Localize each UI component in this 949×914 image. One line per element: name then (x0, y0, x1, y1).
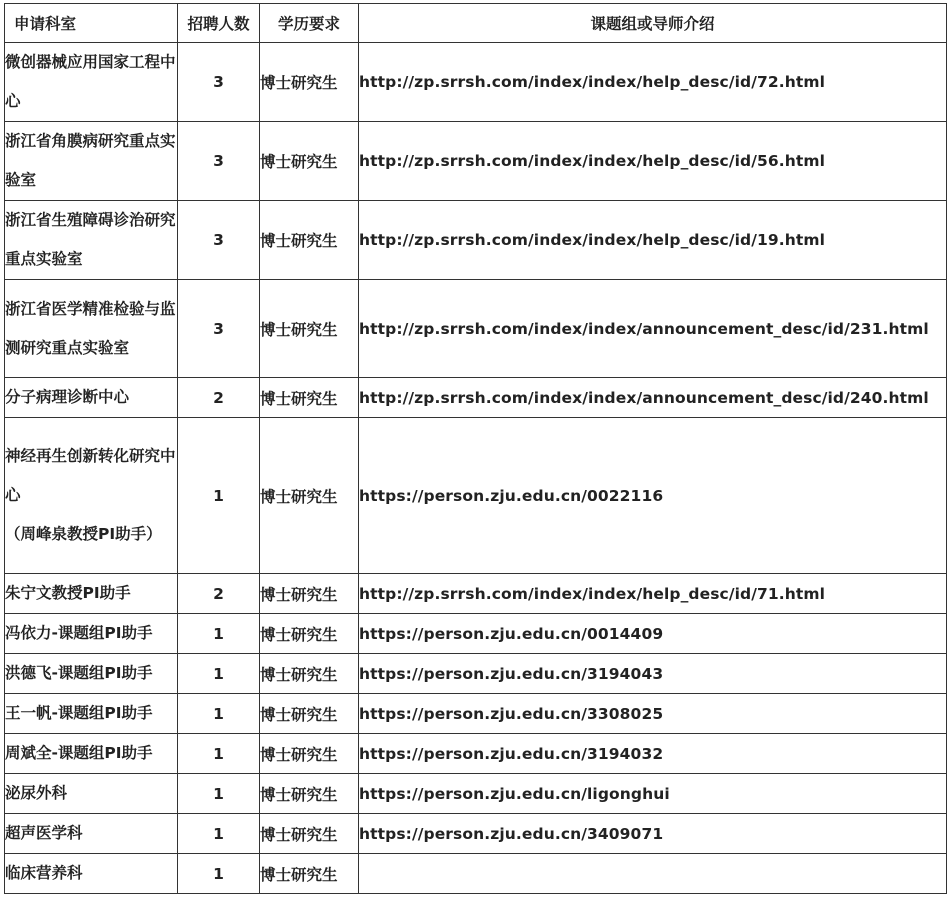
count-cell: 2 (178, 378, 260, 418)
dept-name: 周斌全-课题组PI助手 (5, 744, 153, 762)
table-row (5, 774, 947, 814)
intro-cell (359, 614, 947, 654)
dept-cell (5, 854, 178, 894)
intro-link[interactable]: https://person.zju.edu.cn/3308025 (359, 704, 664, 723)
intro-cell (359, 378, 947, 418)
intro-link[interactable]: https://person.zju.edu.cn/3194032 (359, 744, 664, 763)
dept-cell (5, 43, 178, 122)
count-cell: 3 (178, 201, 260, 280)
table-row (5, 654, 947, 694)
table-row (5, 574, 947, 614)
dept-name: 浙江省角膜病研究重点实验室 (5, 132, 176, 189)
header-dept: 申请科室 (5, 4, 178, 43)
dept-cell (5, 574, 178, 614)
edu-cell: 博士研究生 (260, 574, 359, 614)
edu-cell: 博士研究生 (260, 201, 359, 280)
table-header-row (5, 4, 947, 43)
table-row (5, 854, 947, 894)
edu-cell: 博士研究生 (260, 774, 359, 814)
recruitment-table (4, 3, 947, 894)
intro-link[interactable]: https://person.zju.edu.cn/ligonghui (359, 784, 670, 803)
edu-cell: 博士研究生 (260, 854, 359, 894)
table-row (5, 122, 947, 201)
table-row (5, 43, 947, 122)
dept-cell (5, 378, 178, 418)
count-cell: 1 (178, 654, 260, 694)
count-cell: 3 (178, 280, 260, 378)
intro-cell (359, 854, 947, 894)
dept-note: （周峰泉教授PI助手） (5, 525, 162, 543)
count-cell: 1 (178, 418, 260, 574)
dept-name: 冯依力-课题组PI助手 (5, 624, 153, 642)
intro-link[interactable]: http://zp.srrsh.com/index/index/help_desc/id/72.html (359, 73, 826, 91)
intro-link[interactable]: http://zp.srrsh.com/index/index/help_desc/id/56.html (359, 152, 826, 170)
dept-cell (5, 654, 178, 694)
intro-cell (359, 201, 947, 280)
intro-cell (359, 694, 947, 734)
dept-name: 神经再生创新转化研究中心 (5, 447, 176, 504)
dept-name: 超声医学科 (5, 824, 83, 842)
intro-cell (359, 814, 947, 854)
dept-name: 王一帆-课题组PI助手 (5, 704, 153, 722)
count-cell: 2 (178, 574, 260, 614)
table-row (5, 418, 947, 574)
dept-cell (5, 280, 178, 378)
intro-link[interactable]: http://zp.srrsh.com/index/index/help_desc/id/19.html (359, 231, 826, 249)
dept-name: 浙江省医学精准检验与监测研究重点实验室 (5, 299, 176, 357)
intro-link[interactable]: http://zp.srrsh.com/index/index/announcement_desc/id/240.html (359, 388, 929, 407)
table-row (5, 814, 947, 854)
header-intro: 课题组或导师介绍 (359, 4, 947, 43)
table-row (5, 378, 947, 418)
dept-name: 朱宁文教授PI助手 (5, 584, 131, 602)
intro-cell (359, 418, 947, 574)
count-cell: 1 (178, 734, 260, 774)
count-cell: 3 (178, 122, 260, 201)
intro-cell (359, 122, 947, 201)
dept-name: 临床营养科 (5, 864, 83, 882)
edu-cell: 博士研究生 (260, 654, 359, 694)
dept-cell (5, 614, 178, 654)
edu-cell: 博士研究生 (260, 43, 359, 122)
count-cell: 1 (178, 854, 260, 894)
dept-cell (5, 814, 178, 854)
table-row (5, 201, 947, 280)
table-row (5, 694, 947, 734)
intro-cell (359, 734, 947, 774)
intro-cell (359, 574, 947, 614)
table-row (5, 614, 947, 654)
intro-link[interactable]: https://person.zju.edu.cn/0014409 (359, 624, 664, 643)
intro-cell (359, 280, 947, 378)
edu-cell: 博士研究生 (260, 814, 359, 854)
count-cell: 3 (178, 43, 260, 122)
dept-name: 泌尿外科 (5, 784, 68, 802)
table-row (5, 734, 947, 774)
intro-cell (359, 43, 947, 122)
dept-cell (5, 122, 178, 201)
edu-cell: 博士研究生 (260, 734, 359, 774)
count-cell: 1 (178, 614, 260, 654)
dept-cell (5, 774, 178, 814)
dept-name: 洪德飞-课题组PI助手 (5, 664, 153, 682)
header-edu: 学历要求 (260, 4, 359, 43)
intro-link[interactable]: https://person.zju.edu.cn/3409071 (359, 824, 664, 843)
dept-name: 微创器械应用国家工程中心 (5, 53, 176, 110)
header-count: 招聘人数 (178, 4, 260, 43)
dept-name: 分子病理诊断中心 (5, 388, 130, 406)
intro-cell (359, 654, 947, 694)
dept-cell (5, 694, 178, 734)
dept-cell (5, 734, 178, 774)
dept-cell (5, 418, 178, 574)
dept-name: 浙江省生殖障碍诊治研究重点实验室 (5, 211, 176, 268)
intro-link[interactable]: http://zp.srrsh.com/index/index/help_desc/id/71.html (359, 584, 826, 603)
edu-cell: 博士研究生 (260, 122, 359, 201)
table-row (5, 280, 947, 378)
edu-cell: 博士研究生 (260, 280, 359, 378)
intro-link[interactable]: http://zp.srrsh.com/index/index/announcement_desc/id/231.html (359, 319, 929, 338)
count-cell: 1 (178, 774, 260, 814)
edu-cell: 博士研究生 (260, 418, 359, 574)
edu-cell: 博士研究生 (260, 614, 359, 654)
edu-cell: 博士研究生 (260, 694, 359, 734)
count-cell: 1 (178, 814, 260, 854)
edu-cell: 博士研究生 (260, 378, 359, 418)
dept-cell (5, 201, 178, 280)
intro-cell (359, 774, 947, 814)
intro-link[interactable]: https://person.zju.edu.cn/0022116 (359, 486, 664, 505)
intro-link[interactable]: https://person.zju.edu.cn/3194043 (359, 664, 664, 683)
count-cell: 1 (178, 694, 260, 734)
